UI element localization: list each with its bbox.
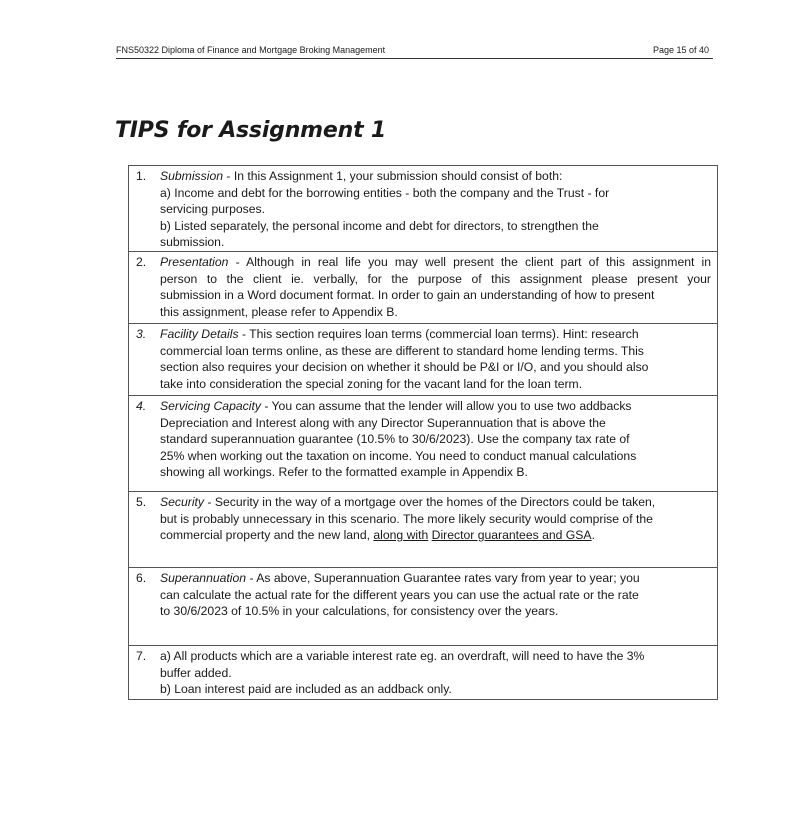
tip-line: this assignment, please refer to Appendix B. [160,304,398,319]
page-header [116,42,713,59]
tip-line: submission. [160,235,225,249]
tip-facility-details [129,324,717,396]
tip-number: 1. [136,169,147,183]
tip-number: 5. [136,495,147,509]
tips-table [128,165,718,700]
tip-number: 7. [136,649,147,663]
tip-line: Security - Security in the way of a mortgage over the homes of the Directors could be taken, [160,495,656,509]
tip-variable-products [129,646,717,699]
tip-term: Security [160,495,205,509]
tip-line: to 30/6/2023 of 10.5% in your calculations, for consistency over the years. [160,604,559,618]
underlined-text: Director guarantees and GSA [431,528,592,542]
tip-line: b) Loan interest paid are included as an addback only. [160,682,452,696]
tip-line: buffer added. [160,665,232,680]
tip-security [129,492,717,568]
tip-superannuation [129,568,717,646]
tip-line: person to the client ie. verbally, for the purpose of this assignment please present your [160,271,711,286]
tip-term: Submission [160,169,223,183]
tip-line: section also requires your decision on whether it should be P&I or I/O, and you should also [160,360,649,374]
tip-line: can calculate the actual rate for the different years you can use the actual rate or the rate [160,587,639,602]
tip-line: a) All products which are a variable interest rate eg. an overdraft, will need to have the 3% [160,649,645,663]
tip-line: Facility Details - This section requires loan terms (commercial loan terms). Hint: research [160,327,639,341]
tip-term: Servicing Capacity [160,399,261,413]
tip-submission [129,166,717,252]
tip-line: commercial property and the new land, along with Director guarantees and GSA. [160,528,595,542]
tip-number: 4. [136,399,147,413]
course-title: FNS50322 Diploma of Finance and Mortgage Broking Management [116,45,386,55]
tip-line: 25% when working out the taxation on income. You need to conduct manual calculations [160,448,637,463]
tip-line: commercial loan terms online, as these are different to standard home lending terms. This [160,343,644,358]
tip-term: Superannuation [160,571,247,585]
tip-line: standard superannuation guarantee (10.5% to 30/6/2023). Use the company tax rate of [160,432,630,446]
tip-term: Facility Details [160,327,239,341]
tip-line: Depreciation and Interest along with any Director Superannuation that is above the [160,415,606,430]
underlined-text: along with [373,528,429,542]
tip-term: Presentation [160,255,229,269]
tip-line: Submission - In this Assignment 1, your submission should consist of both: [160,169,563,183]
tip-line: submission in a Word document format. In order to gain an understanding of how to present [160,288,655,302]
tip-number: 6. [136,571,147,585]
tip-line: take into consideration the special zoning for the vacant land for the loan term. [160,376,583,391]
tip-line: a) Income and debt for the borrowing entities - both the company and the Trust - for [160,185,610,200]
tip-line: Superannuation - As above, Superannuation Guarantee rates vary from year to year; you [160,571,640,585]
tip-line: but is probably unnecessary in this scenario. The more likely security would comprise of the [160,511,653,526]
tip-servicing-capacity [129,396,717,492]
tip-line: Servicing Capacity - You can assume that the lender will allow you to use two addbacks [160,399,632,413]
tip-line: Presentation - Although in real life you may well present the client part of this assignment in [160,255,711,269]
tip-line: servicing purposes. [160,202,265,216]
page-title: TIPS for Assignment 1 [115,118,386,143]
tip-presentation [129,252,717,324]
tip-line: b) Listed separately, the personal income and debt for directors, to strengthen the [160,218,599,233]
tip-number: 3. [136,327,147,341]
tip-line: showing all workings. Refer to the formatted example in Appendix B. [160,465,528,479]
page-number: Page 15 of 40 [652,45,709,55]
tip-number: 2. [136,255,147,269]
